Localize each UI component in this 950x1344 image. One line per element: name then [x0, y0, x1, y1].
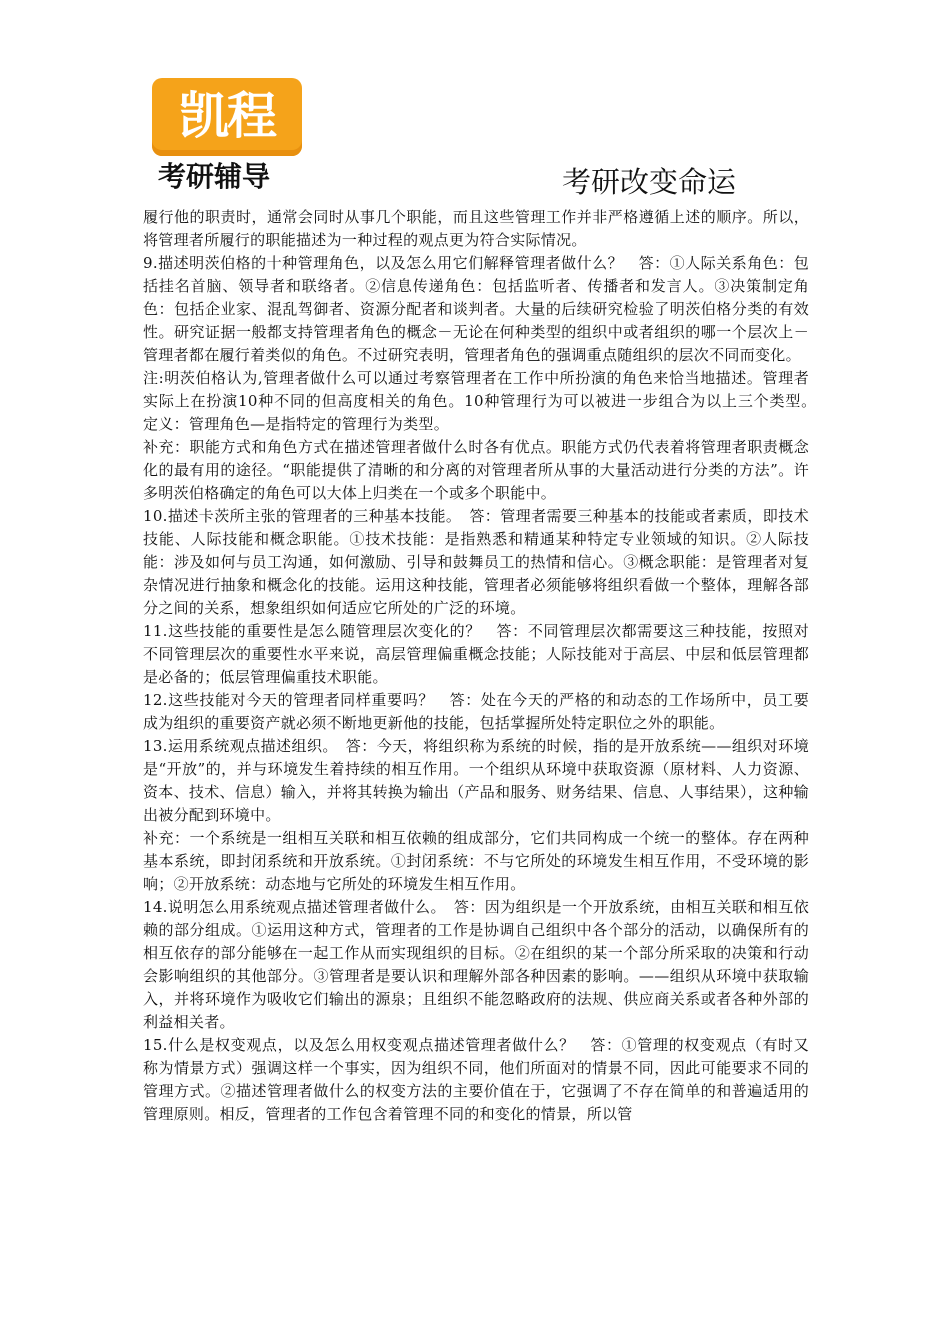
paragraph: 注:明茨伯格认为,管理者做什么可以通过考察管理者在工作中所扮演的角色来恰当地描述。管理者实际上在扮演10种不同的但高度相关的角色。10种管理行为可以被进一步组合为以上三个类型。 定义：管理角色—是指特定的管理行为类型。 — [143, 369, 825, 433]
document-body — [143, 206, 825, 1126]
paragraph: 9.描述明茨伯格的十种管理角色，以及怎么用它们解释管理者做什么？ 答：①人际关系角色：包括挂名首脑、领导者和联络者。②信息传递角色：包括监听者、传播者和发言人。③决策制定角色：包括企业家、混乱驾御者、资源分配者和谈判者。大量的后续研究检验了明茨伯格分类的有效性。研究证据一般都支持管理者角色的概念－无论在何种类型的组织中或者组织的哪一个层次上－管理者都在履行着类似的角色。不过研究表明，管理者角色的强调重点随组织的层次不同而变化。 — [143, 254, 809, 364]
logo-mark-text: 凯程 — [179, 87, 275, 145]
paragraph: 14.说明怎么用系统观点描述管理者做什么。 答：因为组织是一个开放系统，由相互关联和相互依赖的部分组成。①运用这种方式，管理者的工作是协调自己组织中各个部分的活动，以确保所有的相互依存的部分能够在一起工作从而实现组织的目标。②在组织的某一个部分所采取的决策和行动会影响组织的其他部分。③管理者是要认识和理解外部各种因素的影响。——组织从环境中获取输入，并将环境作为吸收它们输出的源泉；且组织不能忽略政府的法规、供应商关系或者各种外部的利益相关者。 — [143, 898, 809, 1031]
paragraph: 补充：职能方式和角色方式在描述管理者做什么时各有优点。职能方式仍代表着将管理者职责概念化的最有用的途径。“职能提供了清晰的和分离的对管理者所从事的大量活动进行分类的方法”。许多明茨伯格确定的角色可以大体上归类在一个或多个职能中。 — [143, 438, 809, 502]
paragraph: 10.描述卡茨所主张的管理者的三种基本技能。 答：管理者需要三种基本的技能或者素质，即技术技能、人际技能和概念职能。①技术技能：是指熟悉和精通某种特定专业领域的知识。②人际技能：涉及如何与员工沟通，如何激励、引导和鼓舞员工的热情和信心。③概念职能：是管理者对复杂情况进行抽象和概念化的技能。运用这种技能，管理者必须能够将组织看做一个整体，理解各部分之间的关系，想象组织如何适应它所处的广泛的环境。 — [143, 507, 809, 617]
paragraph: 履行他的职责时，通常会同时从事几个职能，而且这些管理工作并非严格遵循上述的顺序。所以，将管理者所履行的职能描述为一种过程的观点更为符合实际情况。 — [143, 208, 809, 249]
page-header — [0, 0, 950, 205]
slogan: 考研改变命运 — [562, 165, 737, 199]
paragraph: 13.运用系统观点描述组织。 答：今天，将组织称为系统的时候，指的是开放系统——组织对环境是“开放”的，并与环境发生着持续的相互作用。一个组织从环境中获取资源（原材料、人力资源、资本、技术、信息）输入，并将其转换为输出（产品和服务、财务结果、信息、人事结果），这种输出被分配到环境中。 — [143, 737, 809, 824]
paragraph: 补充：一个系统是一组相互关联和相互依赖的组成部分，它们共同构成一个统一的整体。存在两种基本系统，即封闭系统和开放系统。①封闭系统：不与它所处的环境发生相互作用，不受环境的影响；②开放系统：动态地与它所处的环境发生相互作用。 — [143, 829, 809, 893]
paragraph: 12.这些技能对今天的管理者同样重要吗？ 答：处在今天的严格的和动态的工作场所中，员工要成为组织的重要资产就必须不断地更新他的技能，包括掌握所处特定职位之外的职能。 — [143, 691, 809, 732]
logo-mark — [152, 78, 302, 156]
brand-logo — [152, 78, 302, 196]
paragraph: 15.什么是权变观点，以及怎么用权变观点描述管理者做什么？ 答：①管理的权变观点（有时又称为情景方式）强调这样一个事实，因为组织不同，他们所面对的情景不同，因此可能要求不同的管理方式。②描述管理者做什么的权变方法的主要价值在于，它强调了不存在简单的和普遍适用的管理原则。相反，管理者的工作包含着管理不同的和变化的情景，所以管 — [143, 1036, 809, 1123]
logo-subtitle: 考研辅导 — [158, 160, 271, 193]
paragraph: 11.这些技能的重要性是怎么随管理层次变化的？ 答：不同管理层次都需要这三种技能，按照对不同管理层次的重要性水平来说，高层管理偏重概念技能；人际技能对于高层、中层和低层管理都是必备的；低层管理偏重技术职能。 — [143, 622, 809, 686]
